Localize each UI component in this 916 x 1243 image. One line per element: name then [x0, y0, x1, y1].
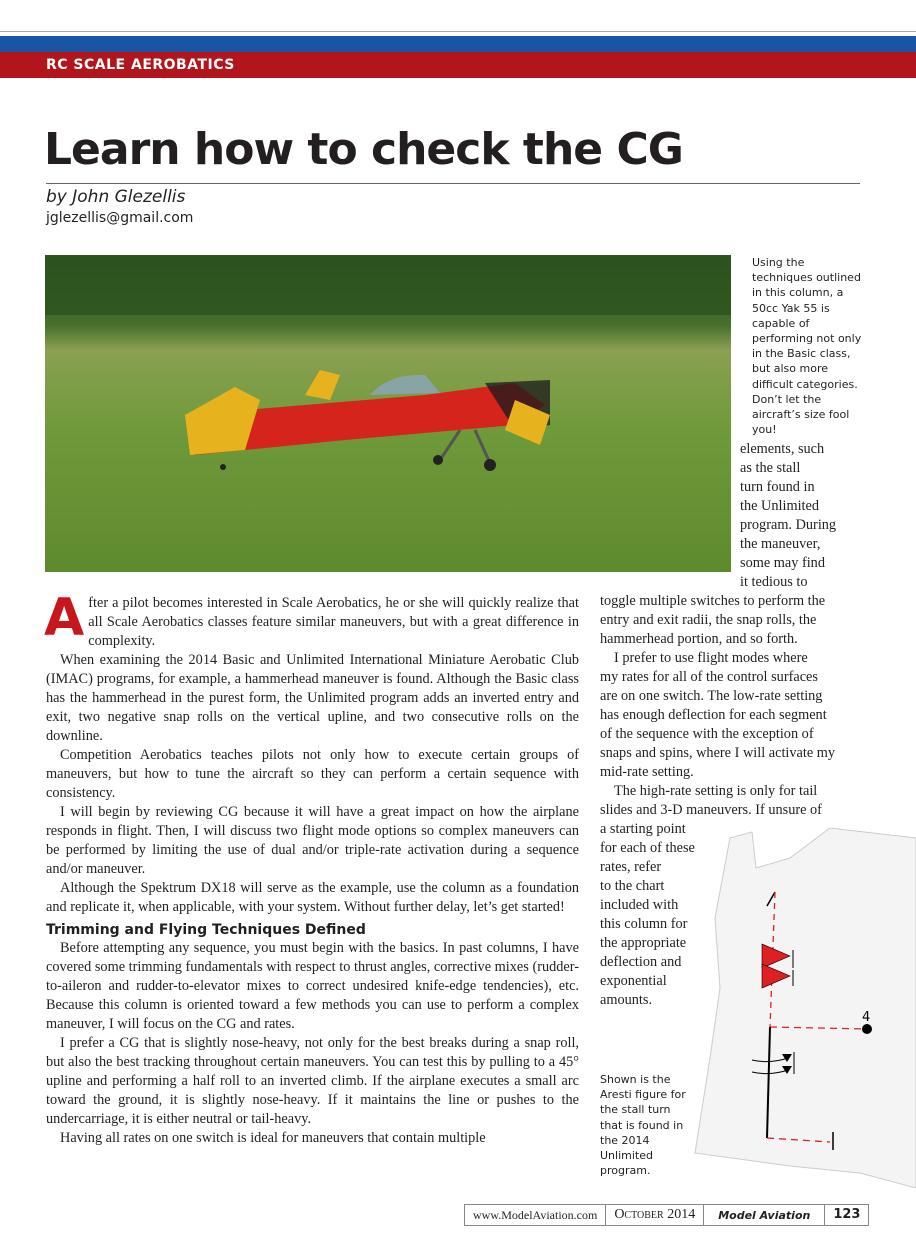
airplane-photo [45, 255, 731, 572]
text-line: it tedious to [740, 574, 808, 590]
figure-number: 4 [862, 1010, 871, 1025]
text-line: entry and exit radii, the snap rolls, the [600, 612, 817, 628]
left-column [44, 588, 579, 1148]
text-line: included with [600, 897, 679, 913]
intro-paragraph [44, 588, 579, 651]
photo-caption: Using the techniques outlined in this column, a 50cc Yak 55 is capable of performing not only in the Basic class, but also more difficult categories. Don’t let the aircraft’s size fool you! [752, 256, 862, 437]
page-number: 123 [833, 1207, 861, 1222]
footer-url[interactable]: www.ModelAviation.com [465, 1205, 606, 1225]
text-line: some may find [740, 555, 825, 571]
text-line: turn found in [740, 479, 815, 495]
text-line: rates, refer [600, 859, 662, 875]
subheading: Trimming and Flying Techniques Defined [46, 922, 366, 938]
text-line: mid-rate setting. [600, 764, 694, 780]
text-line: exponential [600, 973, 667, 989]
text-line: a starting point [600, 821, 686, 837]
byline: by John Glezellis [46, 187, 186, 207]
text-line: has enough deflection for each segment [600, 707, 827, 723]
text-line: slides and 3-D maneuvers. If unsure of [600, 802, 822, 818]
text-line: of the sequence with the exception of [600, 726, 814, 742]
text-line: amounts. [600, 992, 653, 1008]
drop-cap: A [44, 588, 85, 648]
text-line: hammerhead portion, and so forth. [600, 631, 798, 647]
text-line: I prefer to use flight modes where [614, 650, 808, 666]
text-line: are on one switch. The low-rate setting [600, 688, 823, 704]
text-line: toggle multiple switches to perform the [600, 593, 826, 609]
author-email[interactable]: jglezellis@gmail.com [46, 210, 194, 226]
text-line: the maneuver, [740, 536, 821, 552]
text-line: as the stall [740, 460, 801, 476]
text-line: elements, such [740, 441, 825, 457]
paragraph: Having all rates on one switch is ideal for maneuvers that contain multiple [60, 1130, 486, 1146]
paragraph: I will begin by reviewing CG because it will have a great impact on how the airplane responds in flight. Then, I will discuss two flight mode options so complex maneuvers can be performed by limiting the use of dual and/or triple-rate activation during a sequence and/or maneuver. [46, 804, 579, 877]
footer-issue: October 2014 [606, 1205, 704, 1225]
text-line: snaps and spins, where I will activate my [600, 745, 836, 761]
text-line: my rates for all of the control surfaces [600, 669, 818, 685]
text-line: for each of these [600, 840, 695, 856]
text-line: The high-rate setting is only for tail [614, 783, 818, 799]
text-line: this column for [600, 916, 688, 932]
paragraph: Before attempting any sequence, you must begin with the basics. In past columns, I have covered some trimming fundamentals with respect to thrust angles, corrective mixes (rudder-to-aileron and rudder-to-elevator mixes to correct undesired knife-edge tendencies), etc. Because this column is oriented toward a few methods you can use to perform a complex maneuver, I will focus on the CG and rates. [46, 940, 579, 1032]
paragraph: Competition Aerobatics teaches pilots not only how to execute certain groups of maneuvers, but how to tune the aircraft so they can perform a certain sequence with consistency. [46, 747, 579, 801]
aresti-figure [690, 828, 916, 1188]
title-rule [46, 183, 860, 184]
text-line: deflection and [600, 954, 682, 970]
figure-caption: Shown is the Aresti figure for the stall turn that is found in the 2014 Unlimited program. [600, 1073, 686, 1178]
paragraph: When examining the 2014 Basic and Unlimited International Miniature Aerobatic Club (IMAC) programs, for example, a hammerhead maneuver is found. Although the Basic class has the hammerhead in the purest form, the Unlimited program adds an inverted entry and exit, two negative snap rolls on the vertical upline, and two consecutive rolls on the downline. [46, 652, 579, 744]
top-rule [0, 31, 916, 32]
text-line: the appropriate [600, 935, 687, 951]
text-line: the Unlimited [740, 498, 820, 514]
paragraph: I prefer a CG that is slightly nose-heavy, not only for the best breaks during a snap roll, but also the best tracking throughout certain maneuvers. You can test this by pulling to a 45° upline and performing a half roll to an inverted climb. If the airplane executes a small arc toward the ground, it is slightly nose-heavy. If it maintains the line or pushes to the undercarriage, it is either neutral or tail-heavy. [46, 1035, 579, 1127]
header-blue-band [0, 36, 916, 52]
paragraph-text: fter a pilot becomes interested in Scale Aerobatics, he or she will quickly realize that all Scale Aerobatics classes feature similar maneuvers, but with a great difference in complexity. [88, 595, 579, 649]
text-line: program. During [740, 517, 837, 533]
text-line: to the chart [600, 878, 665, 894]
paragraph: Although the Spektrum DX18 will serve as the example, use the column as a foundation and replicate it, when applicable, with your system. Without further delay, let’s get started! [46, 880, 579, 915]
article-title: Learn how to check the CG [44, 124, 683, 175]
footer-magazine: Model Aviation [704, 1205, 825, 1225]
section-label: RC SCALE AEROBATICS [46, 57, 235, 73]
page-footer [464, 1204, 869, 1226]
